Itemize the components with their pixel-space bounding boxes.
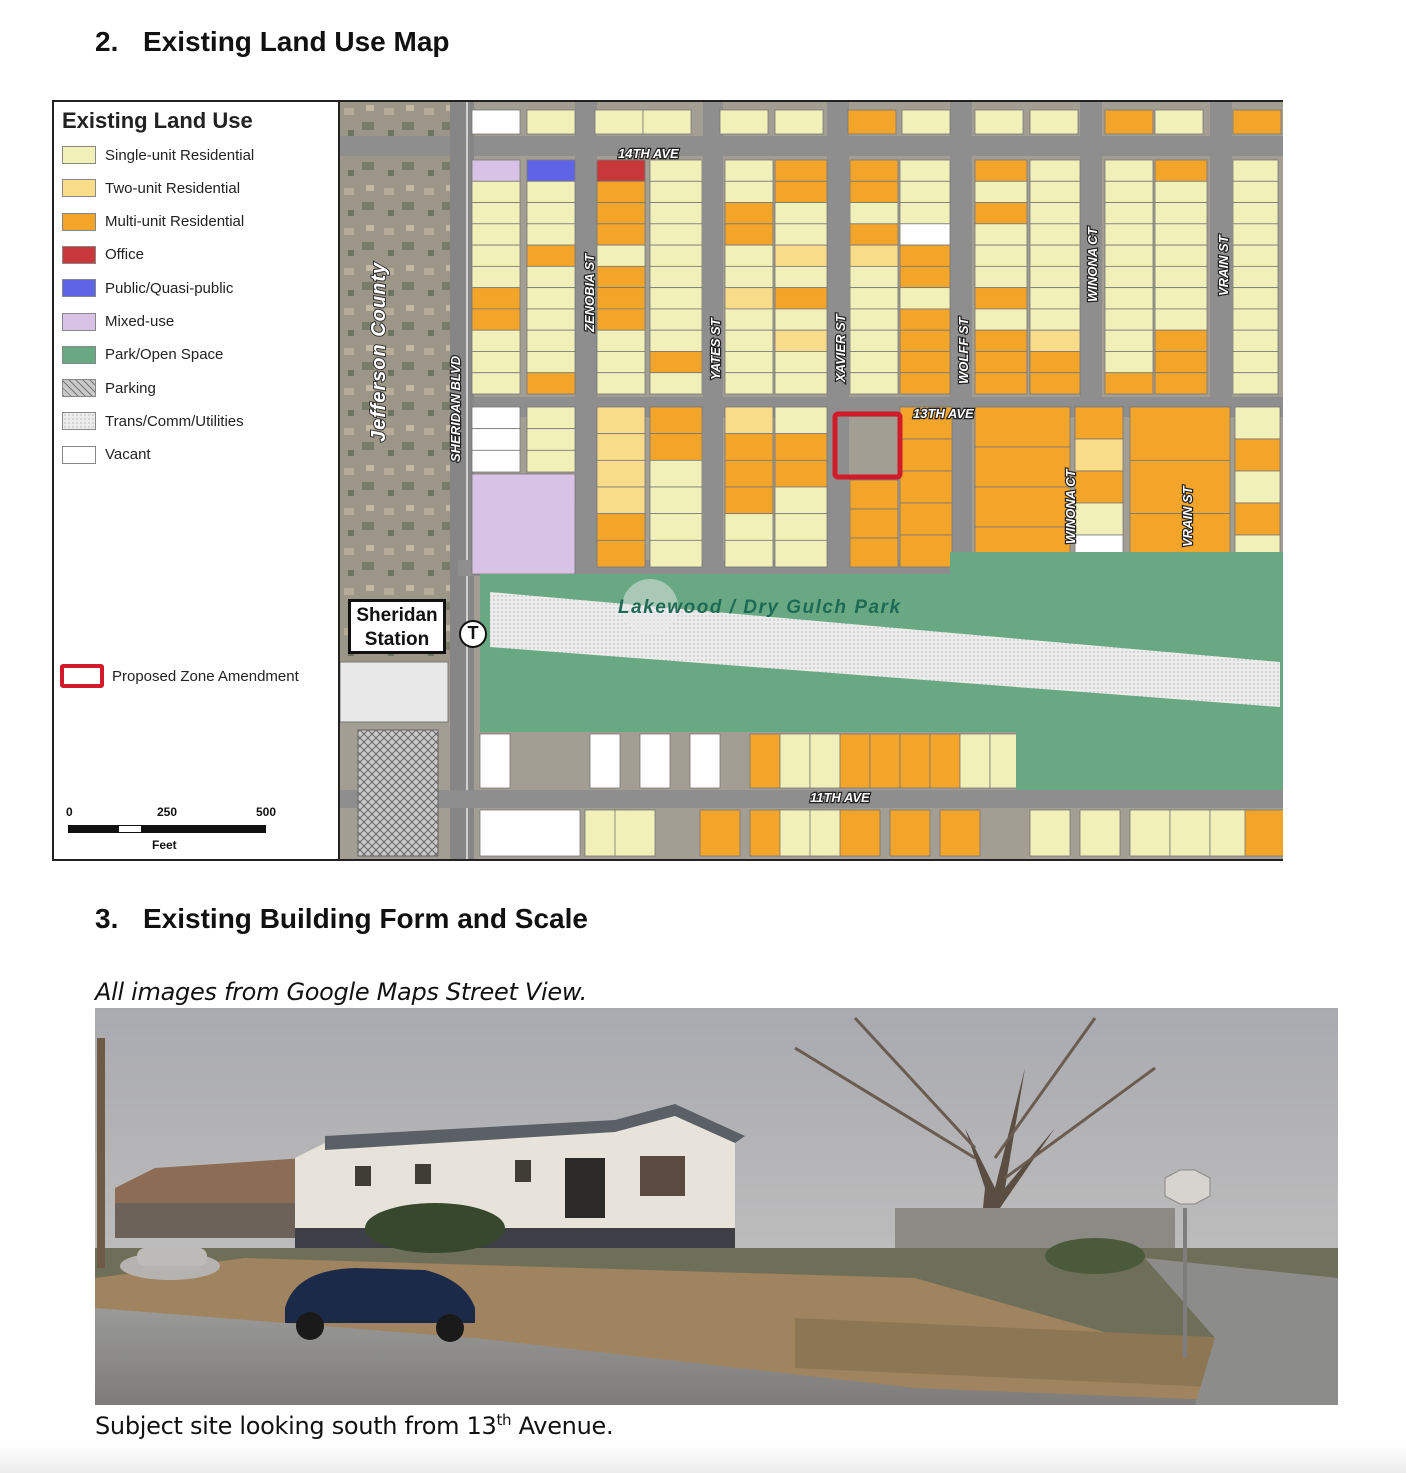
- street-label-vrain-south: VRAIN ST: [1180, 486, 1195, 547]
- legend-label: Mixed-use: [105, 313, 175, 330]
- map-legend: [54, 102, 338, 859]
- legend-label: Two-unit Residential: [105, 179, 241, 197]
- legend-item-proposed: [60, 664, 299, 688]
- scale-tick-0: 0: [66, 805, 73, 819]
- proposed-zone-swatch: [60, 664, 104, 688]
- legend-label: Single-unit Residential: [105, 146, 255, 164]
- legend-label: Trans/Comm/Utilities: [105, 412, 244, 430]
- legend-label: Proposed Zone Amendment: [112, 667, 299, 685]
- street-label-sheridan: SHERIDAN BLVD: [448, 355, 463, 462]
- legend-label: Parking: [105, 379, 156, 397]
- street-label-11th-ave: 11TH AVE: [810, 790, 870, 805]
- street-label-zenobia: ZENOBIA ST: [582, 253, 597, 332]
- street-label-winona-ct-north: WINONA CT: [1085, 227, 1100, 302]
- transit-station-icon: T: [459, 620, 487, 648]
- county-label: Jefferson County: [368, 261, 390, 442]
- sheridan-station-label: Sheridan Station: [348, 599, 446, 654]
- section-title: Existing Land Use Map: [143, 26, 450, 57]
- scale-bar: [66, 805, 278, 855]
- scale-tick-250: 250: [157, 805, 178, 819]
- legend-label: Office: [105, 246, 144, 264]
- street-label-winona-ct-south: WINONA CT: [1063, 469, 1078, 544]
- scale-bar-graphic: [68, 825, 266, 833]
- photo-caption: Subject site looking south from 13th Avenue.: [95, 1411, 614, 1440]
- legend-item: [62, 277, 233, 299]
- land-use-map-figure: [52, 100, 1283, 861]
- image-source-note: All images from Google Maps Street View.: [95, 978, 587, 1006]
- legend-swatch: [62, 279, 96, 297]
- legend-swatch: [62, 446, 96, 464]
- section-3-heading: [95, 903, 588, 935]
- legend-swatch: [62, 346, 96, 364]
- street-label-vrain-north: VRAIN ST: [1216, 235, 1231, 296]
- legend-item: [62, 144, 254, 166]
- legend-label: Park/Open Space: [105, 346, 224, 364]
- legend-label: Vacant: [105, 446, 151, 464]
- street-label-xavier: XAVIER ST: [833, 314, 848, 382]
- street-label-wolff: WOLFF ST: [956, 317, 971, 384]
- legend-swatch: [62, 313, 96, 331]
- section-number: 2.: [95, 26, 119, 57]
- legend-item: [62, 410, 244, 432]
- legend-swatch: [62, 213, 96, 231]
- land-use-map: [338, 102, 1283, 859]
- legend-swatch: [62, 412, 96, 430]
- legend-item: [62, 211, 244, 233]
- section-2-heading: [95, 26, 450, 58]
- legend-swatch: [62, 179, 96, 197]
- section-title: Existing Building Form and Scale: [143, 903, 588, 934]
- legend-title: Existing Land Use: [62, 108, 253, 133]
- street-label-14th-ave: 14TH AVE: [618, 146, 679, 161]
- street-label-yates: YATES ST: [708, 318, 723, 380]
- park-label: Lakewood / Dry Gulch Park: [618, 597, 902, 618]
- legend-swatch: [62, 246, 96, 264]
- page-bottom-edge: [0, 1445, 1406, 1473]
- legend-label: Public/Quasi-public: [105, 279, 234, 297]
- map-canvas: [340, 102, 1283, 859]
- legend-swatch: [62, 379, 96, 397]
- legend-swatch: [62, 146, 96, 164]
- legend-item: [62, 444, 151, 466]
- legend-item: [62, 344, 223, 366]
- street-view-photo: [95, 1008, 1338, 1405]
- legend-label: Multi-unit Residential: [105, 213, 245, 231]
- street-label-13th-ave: 13TH AVE: [913, 406, 974, 421]
- legend-item: [62, 244, 144, 266]
- scale-tick-500: 500: [256, 805, 277, 819]
- legend-item: [62, 311, 174, 333]
- section-number: 3.: [95, 903, 119, 934]
- legend-item: [62, 377, 156, 399]
- legend-item: [62, 177, 240, 199]
- scale-unit: Feet: [152, 838, 177, 852]
